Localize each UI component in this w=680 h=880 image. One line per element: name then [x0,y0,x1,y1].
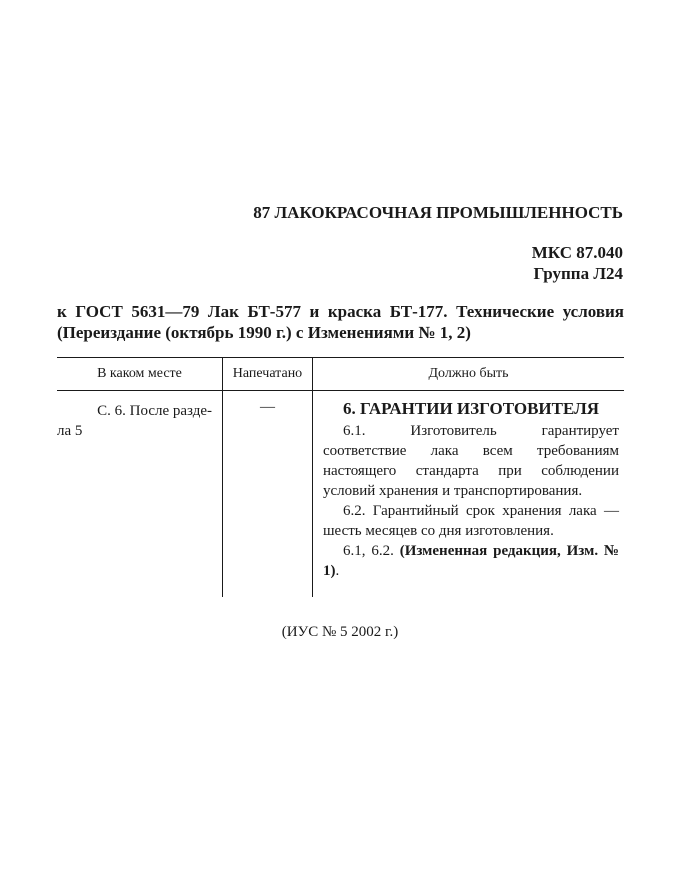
column-header-place: В каком месте [97,366,182,381]
group-code: Группа Л24 [533,264,623,283]
column-divider [312,357,313,597]
cell-printed: — [260,399,275,415]
section-title: 87 ЛАКОКРАСОЧНАЯ ПРОМЫШЛЕННОСТЬ [253,203,623,222]
revision-note-suffix: . [335,563,340,579]
revision-note-bold: (Измененная редакция, Изм. № 1) [323,543,620,579]
paragraph-6-1: 6.1. Изготовитель гарантирует соответствие лака всем требованиям настоящего стандарта при соблюдении условий хранения и транспортирования. [323,423,619,499]
table-top-rule [57,357,624,358]
amendment-table [57,357,624,597]
section-heading: 6. ГАРАНТИИ ИЗГОТОВИТЕЛЯ [342,399,600,418]
column-header-printed: Напечатано [232,366,303,381]
place-line-1: С. 6. После разде- [97,403,212,419]
column-header-should-be: Должно быть [428,366,509,381]
place-line-2: ла 5 [57,423,83,439]
amendment-title: к ГОСТ 5631—79 Лак БТ-577 и краска БТ-177. Технические условия (Переиздание (октябрь 1990 г.) с Изменениями № 1, 2) [57,302,624,342]
column-divider [222,357,223,597]
table-header-rule [57,390,624,391]
mks-code: МКС 87.040 [531,243,623,262]
cell-place [57,401,212,441]
revision-note-prefix: 6.1, 6.2. [343,543,400,559]
footer-source: (ИУС № 5 2002 г.) [281,624,399,640]
paragraph-6-2: 6.2. Гарантийный срок хранения лака — шесть месяцев со дня изготовления. [323,503,619,539]
paragraph-revision-note [323,541,619,581]
cell-should-be [323,399,619,581]
